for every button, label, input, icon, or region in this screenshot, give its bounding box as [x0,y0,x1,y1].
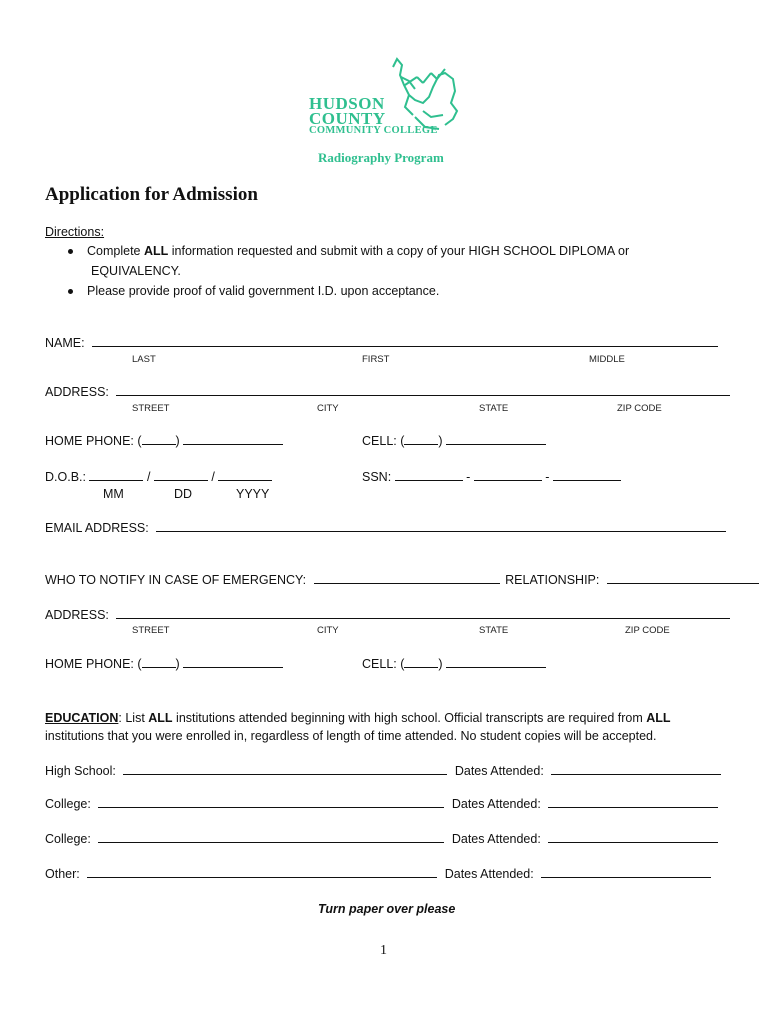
college-2-line[interactable] [98,833,444,843]
emergency-home-phone-area-line[interactable] [142,658,176,668]
high-school-field[interactable] [45,764,721,778]
emergency-cell-area-line[interactable] [404,658,438,668]
home-phone-area-line[interactable] [142,435,176,445]
emergency-home-phone-field[interactable]: HOME PHONE: ( ) [45,657,283,671]
emergency-cell-label: CELL: [362,657,397,671]
logo-line-1: HUDSON [309,94,385,113]
emergency-contact-label: WHO TO NOTIFY IN CASE OF EMERGENCY: [45,573,307,587]
education-intro: EDUCATION: List ALL institutions attended beginning with high school. Official transcripts are required from ALL [45,711,671,725]
dob-dd-caption: DD [174,487,193,501]
education-intro-cont: institutions that you were enrolled in, regardless of length of time attended. No student copies will be accepted. [45,729,657,743]
cell-label: CELL: [362,434,397,448]
other-dates-label: Dates Attended: [444,867,534,881]
page-number: 1 [380,943,387,958]
emergency-street-caption: STREET [132,625,170,636]
logo-line-3: COMMUNITY COLLEGE [309,125,438,136]
email-label: EMAIL ADDRESS: [45,521,149,535]
dob-label: D.O.B.: [45,470,86,484]
ssn-part-2-line[interactable] [474,471,542,481]
high-school-label: High School: [45,764,116,778]
other-dates-line[interactable] [541,868,711,878]
cell-area-line[interactable] [404,435,438,445]
college-2-dates-label: Dates Attended: [451,832,541,846]
ssn-part-1-line[interactable] [395,471,463,481]
name-label: NAME: [45,336,85,350]
emergency-city-caption: CITY [317,625,339,636]
college-1-line[interactable] [98,798,444,808]
cell-field[interactable]: CELL: ( ) [362,434,546,448]
dob-dd-line[interactable] [154,471,208,481]
emergency-address-field[interactable] [45,608,730,622]
dob-yyyy-line[interactable] [218,471,272,481]
high-school-line[interactable] [123,765,447,775]
other-line[interactable] [87,868,437,878]
dob-field[interactable]: D.O.B.: / / [45,470,272,484]
college-logo [305,55,465,140]
emergency-cell-field[interactable]: CELL: ( ) [362,657,546,671]
home-phone-label: HOME PHONE: [45,434,134,448]
college-2-dates-line[interactable] [548,833,718,843]
home-phone-number-line[interactable] [183,435,283,445]
high-school-dates-line[interactable] [551,765,721,775]
emergency-address-label: ADDRESS: [45,608,109,622]
program-name: Radiography Program [318,150,444,165]
ssn-label: SSN: [362,470,392,484]
cell-number-line[interactable] [446,435,546,445]
college-1-label: College: [45,797,91,811]
emergency-contact-field[interactable] [45,573,759,587]
logo-line-2: COUNTY [309,109,386,128]
emergency-home-phone-number-line[interactable] [183,658,283,668]
bullet-icon [68,289,73,294]
directions-bullet-1: Complete ALL information requested and submit with a copy of your HIGH SCHOOL DIPLOMA or [68,244,629,258]
name-last-caption: LAST [132,354,156,365]
dob-mm-line[interactable] [89,471,143,481]
emergency-address-line[interactable] [116,609,730,619]
address-field[interactable] [45,385,730,399]
page-title: Application for Admission [45,184,258,205]
name-field[interactable] [45,336,718,350]
directions-heading: Directions: [45,225,105,239]
dob-mm-caption: MM [103,487,124,501]
directions-bullet-1-cont: EQUIVALENCY. [91,264,181,278]
relationship-line[interactable] [607,574,759,584]
college-2-field[interactable] [45,832,718,846]
ssn-part-3-line[interactable] [553,471,621,481]
name-line[interactable] [92,337,718,347]
bullet-icon [68,249,73,254]
name-first-caption: FIRST [362,354,390,365]
high-school-dates-label: Dates Attended: [454,764,544,778]
city-caption: CITY [317,403,339,414]
ssn-field[interactable]: SSN: - - [362,470,621,484]
state-caption: STATE [479,403,509,414]
name-middle-caption: MIDDLE [589,354,625,365]
address-label: ADDRESS: [45,385,109,399]
street-caption: STREET [132,403,170,414]
emergency-state-caption: STATE [479,625,509,636]
college-1-dates-label: Dates Attended: [451,797,541,811]
education-heading: EDUCATION [45,711,119,725]
email-field[interactable] [45,521,726,535]
home-phone-field[interactable]: HOME PHONE: ( ) [45,434,283,448]
email-line[interactable] [156,522,726,532]
emergency-cell-number-line[interactable] [446,658,546,668]
dob-yyyy-caption: YYYY [236,487,270,501]
emergency-contact-line[interactable] [314,574,500,584]
college-1-dates-line[interactable] [548,798,718,808]
directions-bullet-2: Please provide proof of valid government I.D. upon acceptance. [68,284,439,298]
address-line[interactable] [116,386,730,396]
zip-caption: ZIP CODE [617,403,662,414]
other-field[interactable] [45,867,711,881]
college-2-label: College: [45,832,91,846]
emergency-home-phone-label: HOME PHONE: [45,657,134,671]
relationship-label: RELATIONSHIP: [505,573,600,587]
turn-over-note: Turn paper over please [318,902,456,916]
other-label: Other: [45,867,80,881]
college-1-field[interactable] [45,797,718,811]
emergency-zip-caption: ZIP CODE [625,625,670,636]
